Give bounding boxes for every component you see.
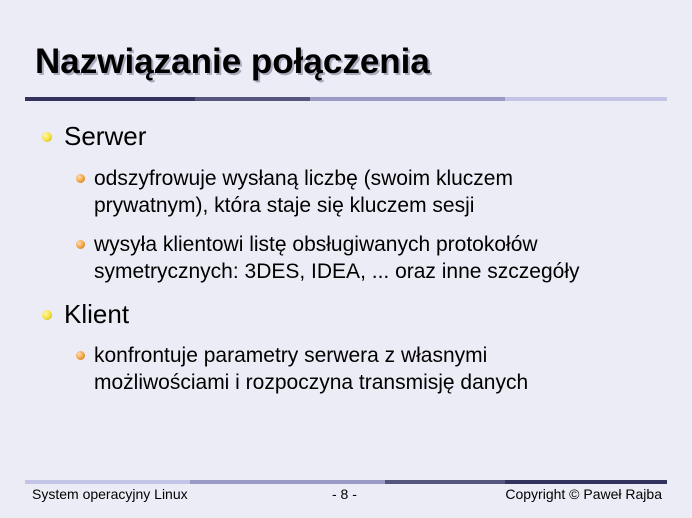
title-divider-segment [310, 97, 505, 101]
footer-copyright: Copyright © Paweł Rajba [505, 486, 662, 502]
footer-divider-segment [25, 480, 190, 484]
footer-divider-segment [505, 480, 667, 484]
title-divider-segment [25, 97, 195, 101]
title-divider-segment [195, 97, 310, 101]
sub-bullet-text: wysyła klientowi listę obsługiwanych protokołów [94, 233, 538, 256]
sub-bullet-text: konfrontuje parametry serwera z własnymi [94, 344, 488, 367]
sub-bullet-text: odszyfrowuje wysłaną liczbę (swoim kluczem [94, 167, 513, 190]
bullet-icon [42, 132, 52, 142]
sub-bullet-icon [76, 174, 85, 183]
sub-bullet-icon [76, 240, 85, 249]
footer-divider-segment [385, 480, 505, 484]
title-divider-segment [505, 97, 667, 101]
sub-bullet-text: symetrycznych: 3DES, IDEA, ... oraz inne szczegóły [94, 260, 580, 283]
bullet-item-serwer: Serwer [64, 121, 147, 151]
sub-bullet-text: możliwościami i rozpoczyna transmisję danych [94, 371, 529, 394]
footer-page-number: - 8 - [332, 486, 357, 502]
footer-divider-segment [190, 480, 385, 484]
sub-bullet-text: prywatnym), która staje się kluczem sesji [94, 194, 475, 217]
footer-left: System operacyjny Linux [32, 486, 188, 502]
bullet-icon [42, 310, 52, 320]
slide-title: Nazwiązanie połączenia [35, 42, 430, 81]
sub-bullet-icon [76, 351, 85, 360]
bullet-item-klient: Klient [64, 299, 130, 329]
